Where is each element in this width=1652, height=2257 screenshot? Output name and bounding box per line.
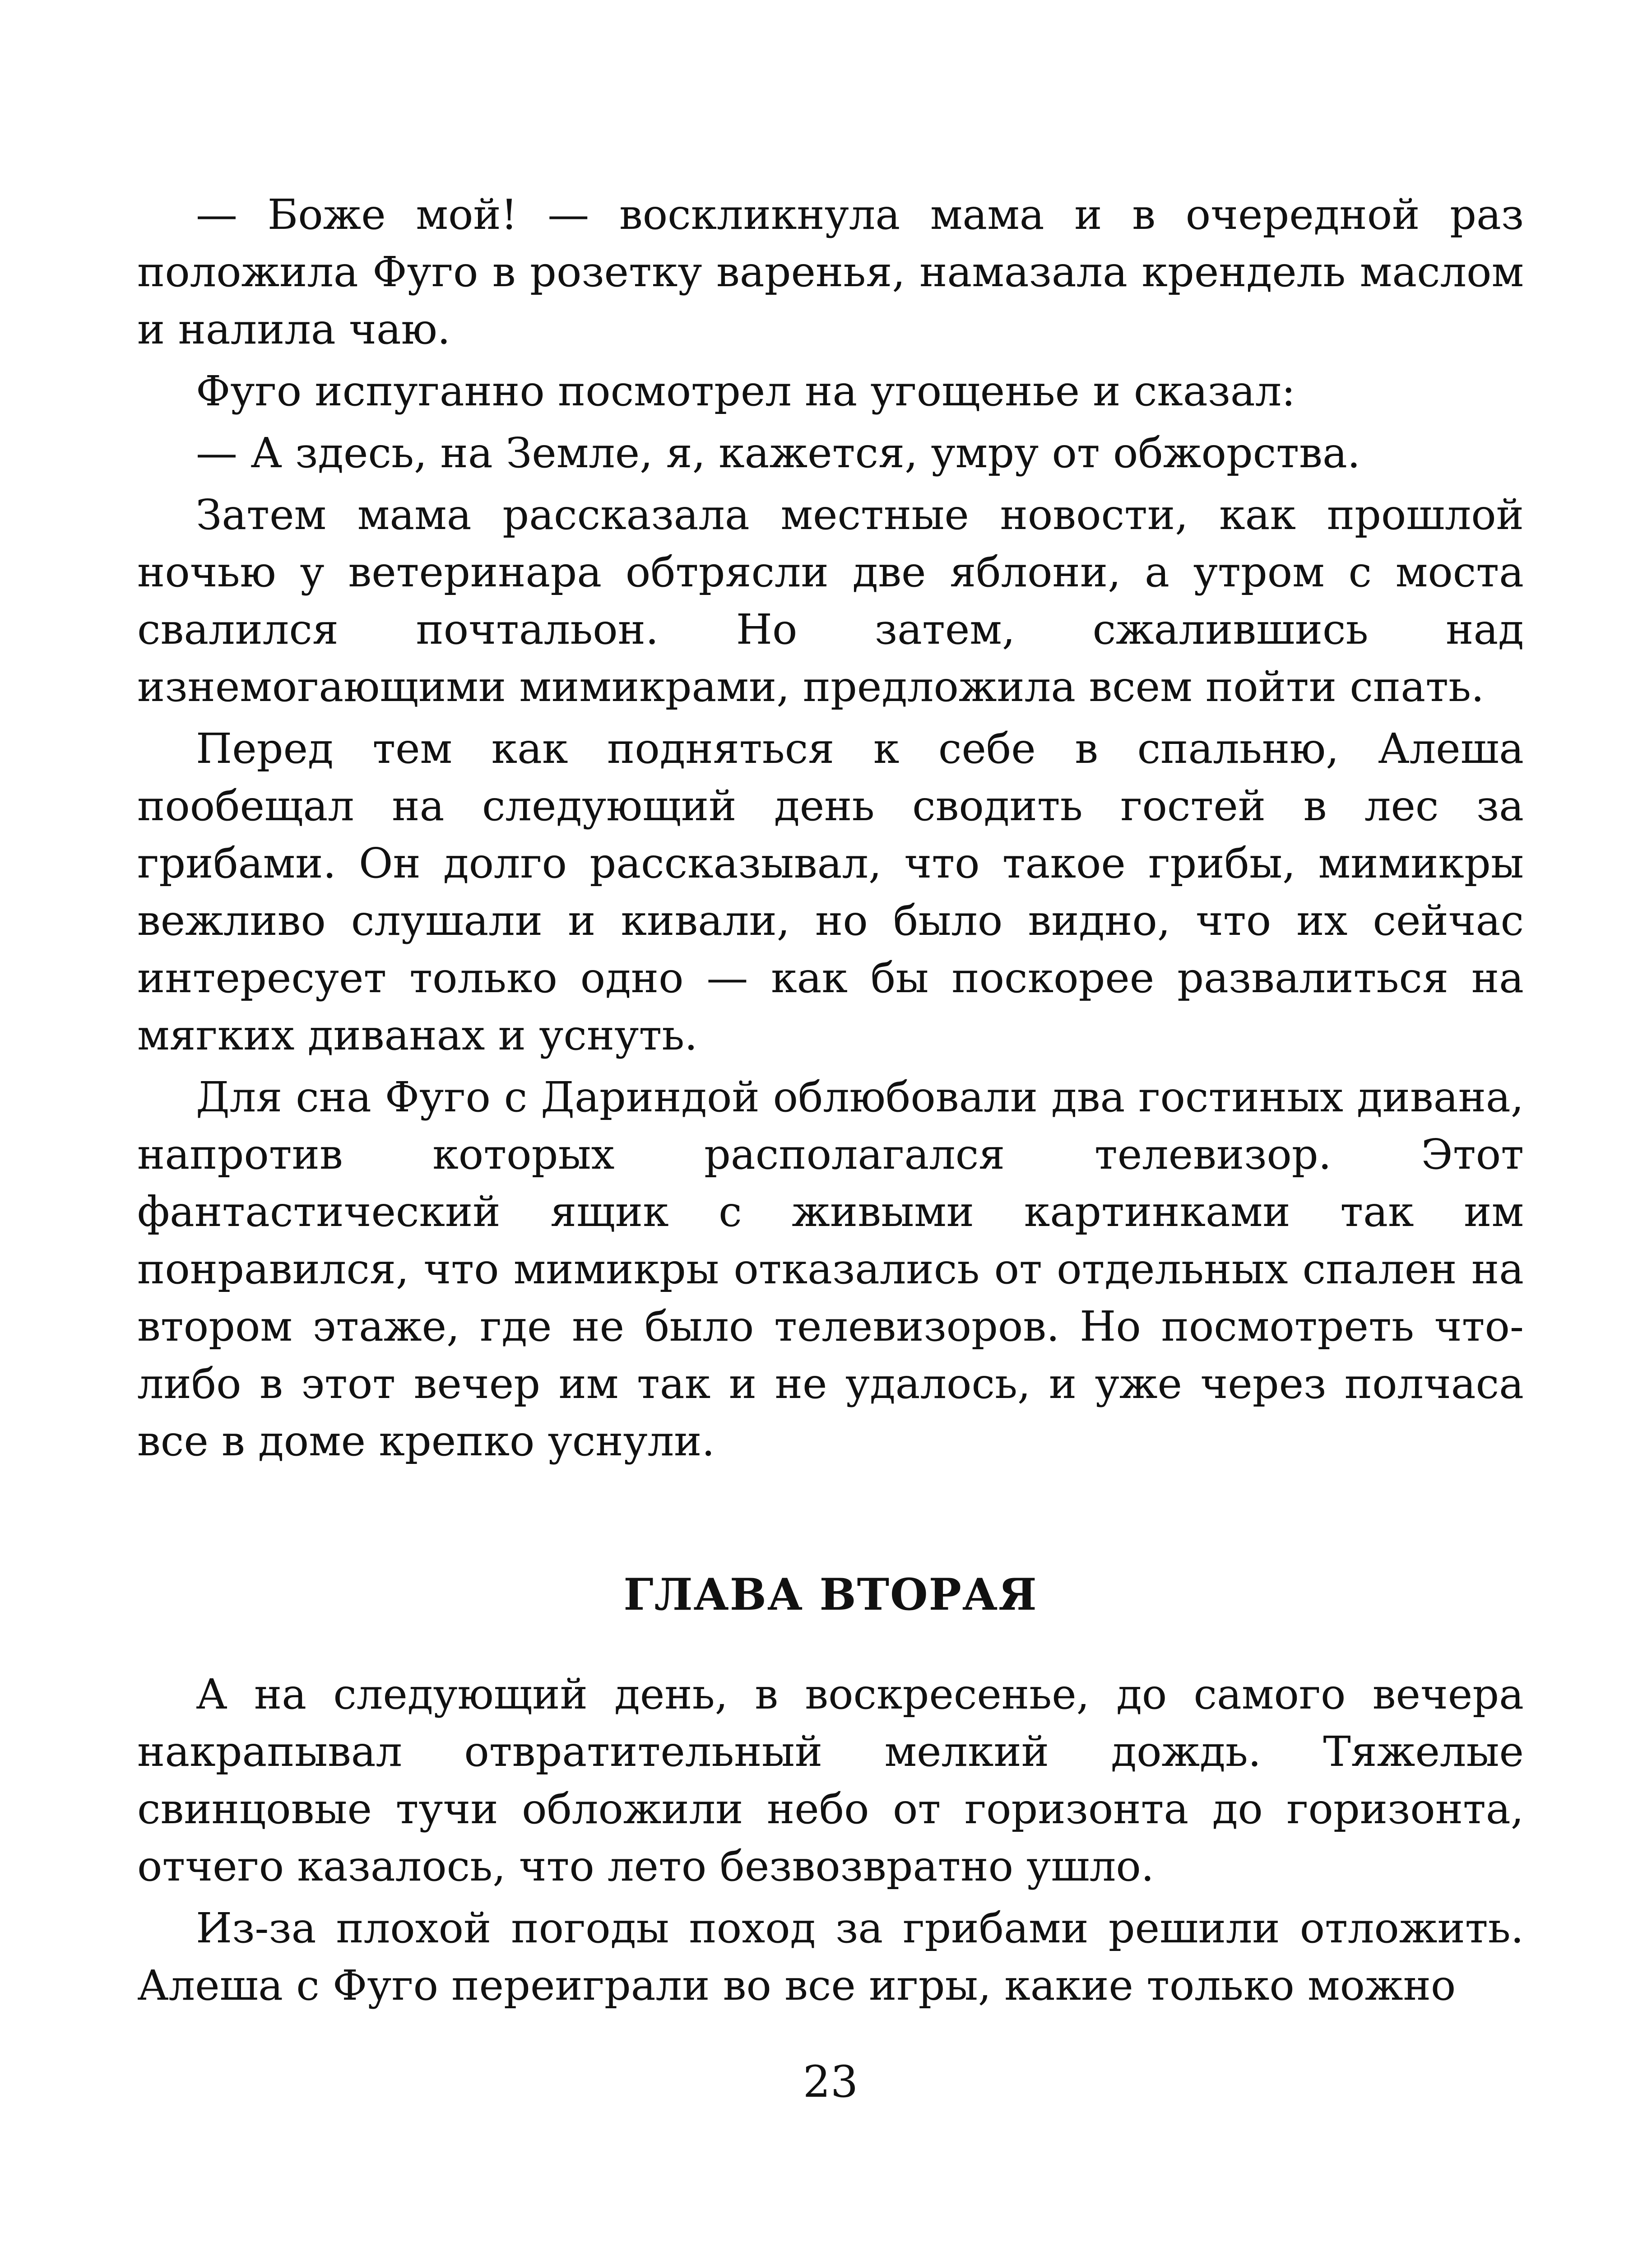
page-number: 23 xyxy=(803,2057,858,2107)
text-block-bottom xyxy=(137,1666,1524,2014)
paragraph: Фуго испуганно посмотрел на угощенье и сказал: xyxy=(196,367,1296,415)
paragraph: — Боже мой! — воскликнула мама и в очередной раз положила Фуго в розетку варенья, намазала крендель маслом и налила чаю. xyxy=(137,190,1524,353)
text-block-top xyxy=(137,186,1524,1470)
paragraph: Для сна Фуго с Дариндой облюбовали два гостиных дивана, напротив которых располагался телевизор. Этот фантастический ящик с живыми картинками так им понравился, что мимикры отказались от отдельных спален на втором этаже, где не было телевизоров. Но посмотреть что-либо в этот вечер им так и не удалось, и уже через полчаса все в доме крепко уснули. xyxy=(137,1073,1524,1465)
paragraph: А на следующий день, в воскресенье, до самого вечера накрапывал отвратительный мелкий дождь. Тяжелые свинцовые тучи обложили небо от горизонта до горизонта, отчего казалось, что лето безвозвратно ушло. xyxy=(137,1670,1524,1890)
paragraph: Перед тем как подняться к себе в спальню, Алеша пообещал на следующий день сводить гостей в лес за грибами. Он долго рассказывал, что такое грибы, мимикры вежливо слушали и кивали, но было видно, что их сейчас интересует только одно — как бы поскорее развалиться на мягких диванах и уснуть. xyxy=(137,724,1524,1059)
chapter-title: ГЛАВА ВТОРАЯ xyxy=(623,1569,1038,1620)
paragraph: Из-за плохой погоды поход за грибами решили отложить. Алеша с Фуго переиграли во все игры, какие только можно xyxy=(137,1904,1524,2010)
paragraph: Затем мама рассказала местные новости, как прошлой ночью у ветеринара обтрясли две яблони, а утром с моста свалился почтальон. Но затем, сжалившись над изнемогающими мимикрами, предложила всем пойти спать. xyxy=(137,491,1524,711)
paragraph: — А здесь, на Земле, я, кажется, умру от обжорства. xyxy=(196,429,1361,477)
